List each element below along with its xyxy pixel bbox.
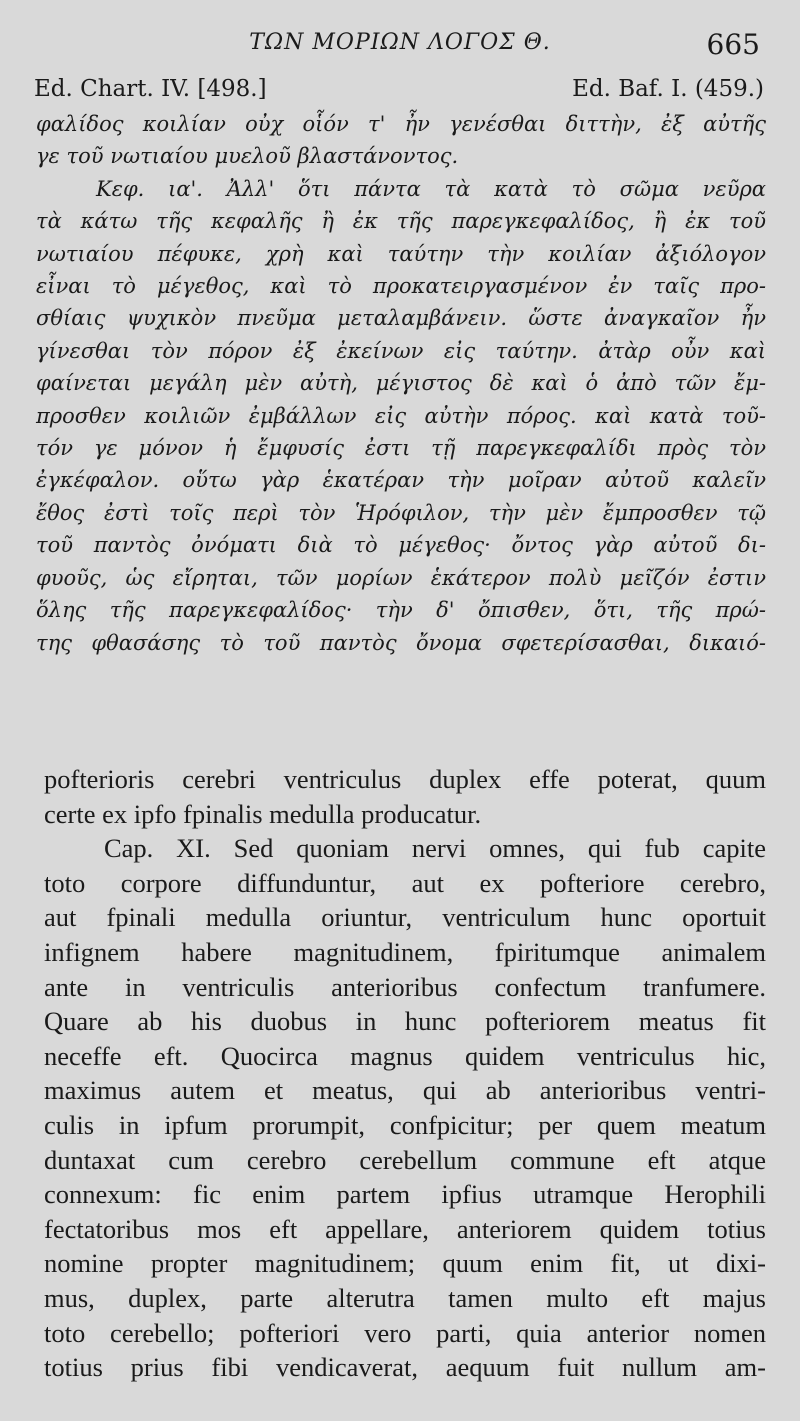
latin-text-line: duntaxat cum cerebro cerebellum commune eft atque: [44, 1144, 766, 1175]
latin-text-line: pofterioris cerebri ventriculus duplex effe poterat, quum: [44, 764, 766, 794]
greek-text-line: τοῦ παντὸς ὀνόματι διὰ τὸ μέγεθος· ὄντος γὰρ αὐτοῦ δι-: [36, 533, 766, 558]
greek-text-block: [36, 108, 766, 659]
greek-text-line: Κεφ. ια'. Ἀλλ' ὅτι πάντα τὰ κατὰ τὸ σῶμα νεῦρα: [96, 176, 766, 201]
page-number: 665: [706, 28, 760, 61]
latin-text-line: fectatoribus mos eft appellare, anteriorem quidem totius: [44, 1213, 766, 1244]
greek-text-line: ἔθος ἐστὶ τοῖς περὶ τὸν Ἡρόφιλον, τὴν μὲν ἔμπροσθεν τῷ: [36, 500, 766, 525]
greek-text-line: γίνεσθαι τὸν πόρον ἐξ ἐκείνων εἰς ταύτην. ἀτὰρ οὖν καὶ: [36, 338, 766, 363]
greek-text-line: ἐγκέφαλον. οὕτω γὰρ ἑκατέραν τὴν μοῖραν αὐτοῦ καλεῖν: [36, 468, 766, 493]
latin-text-line: neceffe eft. Quocirca magnus quidem ventriculus hic,: [44, 1040, 766, 1071]
latin-text-line: Cap. XI. Sed quoniam nervi omnes, qui fub capite: [104, 833, 766, 864]
latin-text-line: nomine propter magnitudinem; quum enim fit, ut dixi-: [44, 1248, 766, 1279]
latin-text-line: Quare ab his duobus in hunc pofteriorem meatus fit: [44, 1006, 766, 1037]
greek-text-line: τόν γε μόνον ἡ ἔμφυσίς ἐστι τῇ παρεγκεφαλίδι πρὸς τὸν: [36, 436, 766, 461]
latin-text-line: aut fpinali medulla oriuntur, ventriculum hunc oportuit: [44, 902, 766, 933]
running-header-title: ΤΩΝ ΜΟΡΙΩΝ ΛΟΓΟΣ Θ.: [249, 30, 551, 55]
greek-text-line: φαίνεται μεγάλη μὲν αὐτὴ, μέγιστος δὲ καὶ ὁ ἀπὸ τῶν ἔμ-: [36, 371, 766, 396]
latin-text-block: [44, 762, 766, 1385]
greek-text-line: φυοῦς, ὡς εἴρηται, τῶν μορίων ἑκάτερον πολὺ μεῖζόν ἐστιν: [36, 565, 766, 590]
greek-text-line: σθίαις ψυχικὸν πνεῦμα μεταλαμβάνειν. ὥστε ἀναγκαῖον ἦν: [36, 306, 766, 331]
latin-text-line: toto cerebello; pofteriori vero parti, quia anterior nomen: [44, 1317, 766, 1348]
latin-text-line: infignem habere magnitudinem, fpiritumque animalem: [44, 936, 766, 967]
latin-text-line: mus, duplex, parte alterutra tamen multo eft majus: [44, 1282, 766, 1313]
greek-text-line: φαλίδος κοιλίαν οὐχ οἷόν τ' ἦν γενέσθαι διττὴν, ἐξ αὐτῆς: [36, 112, 766, 136]
greek-text-line: της φθασάσης τὸ τοῦ παντὸς ὄνομα σφετερίσασθαι, δικαιό-: [36, 630, 766, 655]
latin-text-line: culis in ipfum prorumpit, confpicitur; per quem meatum: [44, 1109, 766, 1140]
latin-text-line: maximus autem et meatus, qui ab anterioribus ventri-: [44, 1075, 766, 1106]
latin-text-line: connexum: fic enim partem ipfius utramque Herophili: [44, 1179, 766, 1210]
greek-text-line: νωτιαίου πέφυκε, χρὴ καὶ ταύτην τὴν κοιλίαν ἀξιόλογον: [36, 241, 766, 266]
greek-text-line: ὅλης τῆς παρεγκεφαλίδος· τὴν δ' ὄπισθεν, ὅτι, τῆς πρώ-: [36, 598, 766, 623]
latin-text-line: totius prius fibi vendicaverat, aequum fuit nullum am-: [44, 1352, 766, 1383]
latin-text-line: toto corpore diffunduntur, aut ex pofteriore cerebro,: [44, 867, 766, 898]
greek-text-line: γε τοῦ νωτιαίου μυελοῦ βλαστάνοντος.: [36, 144, 459, 169]
edition-reference-right: Ed. Baf. I. (459.): [572, 76, 764, 102]
greek-text-line: προσθεν κοιλιῶν ἐμβάλλων εἰς αὐτὴν πόρος. καὶ κατὰ τοῦ-: [36, 403, 766, 428]
edition-reference-left: Ed. Chart. IV. [498.]: [34, 76, 267, 102]
latin-text-line: ante in ventriculis anterioribus confectum tranfumere.: [44, 971, 766, 1002]
latin-text-line: certe ex ipfo fpinalis medulla producatur.: [44, 798, 482, 829]
greek-text-line: εἶναι τὸ μέγεθος, καὶ τὸ προκατειργασμένον ἐν ταῖς προ-: [36, 274, 766, 299]
greek-text-line: τὰ κάτω τῆς κεφαλῆς ἢ ἐκ τῆς παρεγκεφαλίδος, ἢ ἐκ τοῦ: [36, 209, 766, 234]
